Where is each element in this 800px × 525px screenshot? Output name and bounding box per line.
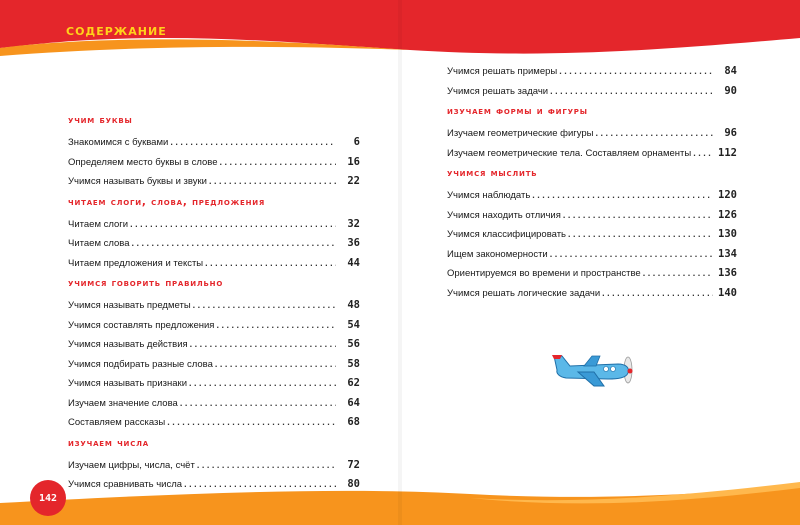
toc-entry-label: Учимся называть предметы <box>68 300 191 311</box>
dot-leader <box>180 397 336 409</box>
toc-entry-page: 6 <box>353 136 360 148</box>
toc-entry[interactable] <box>447 246 737 260</box>
toc-entry[interactable] <box>68 297 360 311</box>
toc-entry-page: 68 <box>347 416 360 428</box>
toc-entry[interactable] <box>68 336 360 350</box>
toc-entry-page: 136 <box>718 267 737 279</box>
toc-entry-page: 140 <box>718 286 737 299</box>
section-title: читаем слоги, слова, предложения <box>68 195 266 208</box>
toc-entry-label: Ищем закономерности <box>447 248 548 260</box>
toc-entry-page: 32 <box>347 217 360 230</box>
toc-entry-label: Читаем слоги <box>68 218 129 230</box>
toc-entry[interactable] <box>447 83 737 97</box>
dot-leader <box>220 156 336 168</box>
dot-leader <box>205 257 336 269</box>
toc-entry-page: 120 <box>718 189 737 201</box>
toc-entry-label: Изучаем геометрические фигуры <box>447 128 594 139</box>
toc-entry-label: Учимся решать примеры <box>447 66 558 77</box>
toc-entry-label: Учимся решать логические задачи <box>447 287 601 299</box>
page-number-badge: 142 <box>30 480 66 516</box>
toc-entry-page: 80 <box>347 478 360 490</box>
toc-entry-label: Изучаем значение слова <box>68 397 178 409</box>
toc-entry-page: 84 <box>724 65 737 77</box>
toc-entry-label: Знакомимся с буквами <box>68 137 169 148</box>
toc-entry[interactable] <box>447 125 737 139</box>
toc-entry-page: 126 <box>718 208 737 221</box>
dot-leader <box>209 175 336 187</box>
toc-entry-page: 54 <box>347 318 360 331</box>
dot-leader <box>184 478 336 490</box>
dot-leader <box>550 248 713 260</box>
toc-entry-label: Учимся называть действия <box>68 339 188 350</box>
toc-entry-label: Читаем предложения и тексты <box>68 257 204 269</box>
toc-entry[interactable] <box>68 255 360 269</box>
toc-entry[interactable] <box>68 457 360 471</box>
dot-leader <box>532 189 713 201</box>
toc-entry[interactable] <box>447 285 737 299</box>
toc-entry[interactable] <box>68 395 360 409</box>
page-gutter <box>398 0 402 525</box>
toc-entry-page: 56 <box>347 338 360 350</box>
toc-entry[interactable] <box>68 375 360 389</box>
dot-leader <box>693 147 713 159</box>
toc-entry-page: 48 <box>347 299 360 311</box>
toc-entry[interactable] <box>68 134 360 148</box>
section-title: изучаем числа <box>68 436 149 449</box>
toc-entry[interactable] <box>68 154 360 168</box>
toc-entry-label: Учимся называть признаки <box>68 378 188 389</box>
toc-entry-label: Читаем слова <box>68 238 130 249</box>
toc-entry-page: 96 <box>724 127 737 139</box>
page-title: содержание <box>66 21 167 39</box>
toc-entry-label: Учимся подбирать разные слова <box>68 358 213 370</box>
dot-leader <box>215 358 336 370</box>
dot-leader <box>167 416 336 428</box>
section-title: учимся говорить правильно <box>68 277 224 289</box>
toc-entry-label: Учимся классифицировать <box>447 229 567 240</box>
section-title: учимся мыслить <box>447 167 538 179</box>
dot-leader <box>189 377 336 389</box>
toc-entry-page: 58 <box>347 357 360 370</box>
toc-entry-label: Учимся составлять предложения <box>68 319 215 331</box>
toc-entry-page: 22 <box>347 175 360 187</box>
toc-entry[interactable] <box>68 317 360 331</box>
airplane-icon <box>548 348 638 390</box>
dot-leader <box>563 209 713 221</box>
toc-entry-label: Учимся решать задачи <box>447 85 549 97</box>
toc-entry-page: 134 <box>718 247 737 260</box>
dot-leader <box>130 218 336 230</box>
dot-leader <box>596 127 714 139</box>
toc-entry[interactable] <box>447 63 737 77</box>
dot-leader <box>197 459 336 471</box>
toc-entry-label: Определяем место буквы в слове <box>68 156 218 168</box>
toc-entry-page: 36 <box>347 237 360 249</box>
toc-entry-page: 112 <box>718 146 737 159</box>
section-title: учим буквы <box>68 114 133 126</box>
toc-entry-page: 130 <box>718 228 737 240</box>
dot-leader <box>190 338 336 350</box>
toc-entry-page: 16 <box>347 155 360 168</box>
dot-leader <box>643 267 713 279</box>
dot-leader <box>132 237 336 249</box>
toc-entry-label: Учимся сравнивать числа <box>68 479 183 490</box>
dot-leader <box>170 136 336 148</box>
toc-entry[interactable] <box>68 235 360 249</box>
toc-entry-label: Изучаем геометрические тела. Составляем орнаменты <box>447 147 692 159</box>
toc-entry-page: 62 <box>347 377 360 389</box>
toc-entry-page: 44 <box>347 256 360 269</box>
dot-leader <box>550 85 713 97</box>
toc-entry-label: Ориентируемся во времени и пространстве <box>447 268 641 279</box>
toc-entry-label: Составляем рассказы <box>68 417 166 428</box>
dot-leader <box>602 287 713 299</box>
toc-entry[interactable] <box>68 414 360 428</box>
section-title: изучаем формы и фигуры <box>447 105 588 117</box>
toc-entry[interactable] <box>447 145 737 159</box>
dot-leader <box>559 65 713 77</box>
toc-entry[interactable] <box>447 207 737 221</box>
toc-entry[interactable] <box>68 173 360 187</box>
toc-entry-label: Учимся называть буквы и звуки <box>68 176 207 187</box>
toc-entry-label: Учимся наблюдать <box>447 190 531 201</box>
toc-entry[interactable] <box>447 226 737 240</box>
toc-entry-page: 72 <box>347 458 360 471</box>
toc-entry[interactable] <box>68 356 360 370</box>
toc-entry[interactable] <box>447 265 737 279</box>
toc-entry-page: 90 <box>724 84 737 97</box>
toc-entry-page: 64 <box>347 396 360 409</box>
dot-leader <box>216 319 336 331</box>
dot-leader <box>193 299 336 311</box>
toc-entry-label: Учимся находить отличия <box>447 209 561 221</box>
dot-leader <box>568 228 713 240</box>
toc-entry[interactable] <box>68 216 360 230</box>
toc-entry[interactable] <box>447 187 737 201</box>
toc-entry[interactable] <box>68 476 360 490</box>
toc-entry-label: Изучаем цифры, числа, счёт <box>68 459 195 471</box>
